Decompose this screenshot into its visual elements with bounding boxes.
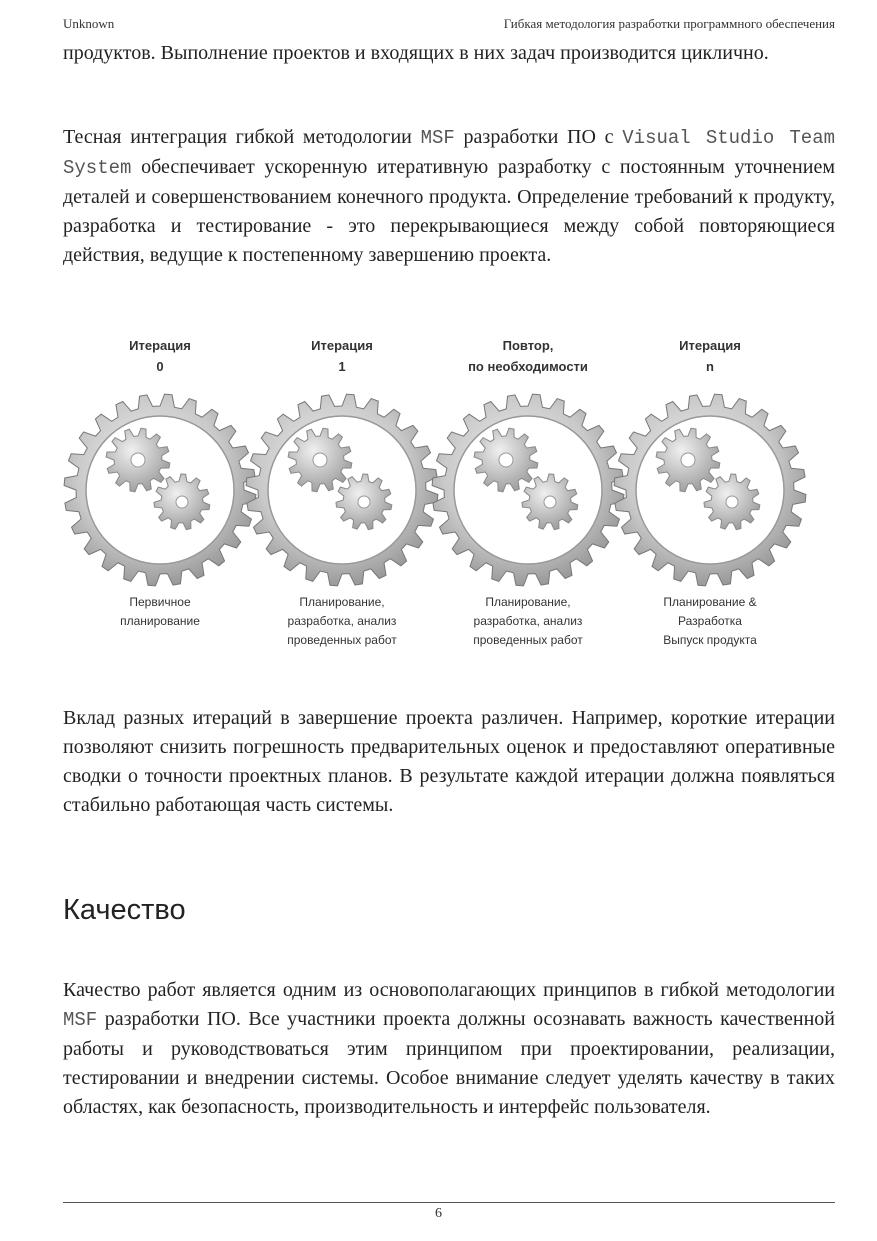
paragraph-intro-continuation: продуктов. Выполнение проектов и входящих в них задач производится циклично. [63, 42, 769, 64]
gear-title: Итерация [129, 338, 191, 353]
gear-title: n [706, 359, 714, 374]
iteration-gear [246, 338, 438, 647]
gear-caption: проведенных работ [473, 633, 583, 647]
page-header [63, 16, 835, 36]
page-number: 6 [435, 1206, 442, 1221]
gear-title: Повтор, [502, 338, 554, 353]
gear-title: по необходимости [468, 359, 588, 374]
paragraph-text: обеспечивает ускоренную итеративную разработку с постоянным уточнением деталей и совершенствованием конечного продукта. Определение требований к продукту, разработка и тестирование - это перекрывающиеся между собой повторяющиеся действия, ведущие к постепенному завершению проекта. [63, 156, 835, 266]
inner-gear-hub [681, 453, 695, 467]
paragraph-text: разработки ПО. Все участники проекта должны осознавать важность качественной работы и руководствоваться этим принципом при проектировании, реализации, тестировании и внедрении системы. Особое внимание следует уделять качеству в таких областях, как безопасность, производительность и интерфейс пользователя. [63, 1008, 835, 1118]
paragraph-quality [63, 976, 835, 1122]
gear-title: Итерация [679, 338, 741, 353]
inner-gear-hub [726, 496, 738, 508]
paragraph-text: Качество работ является одним из основополагающих принципов в гибкой методологии [63, 979, 835, 1001]
gear-caption: разработка, анализ [473, 614, 583, 628]
code-msf: MSF [63, 1009, 98, 1031]
gear-title: Итерация [311, 338, 373, 353]
inner-gear-hub [313, 453, 327, 467]
inner-gear-hub [131, 453, 145, 467]
gear-caption: Планирование, [485, 595, 571, 609]
header-author: Unknown [63, 16, 115, 31]
section-heading-quality: Качество [63, 894, 186, 926]
paragraph-text: Тесная интеграция гибкой методологии [63, 126, 421, 148]
iteration-gear [64, 338, 256, 628]
gear-caption: планирование [120, 614, 200, 628]
code-msf: MSF [420, 127, 455, 149]
gear-caption: проведенных работ [287, 633, 397, 647]
header-title: Гибкая методология разработки программного обеспечения [503, 16, 835, 31]
gear-title: 1 [338, 359, 346, 374]
inner-gear-hub [176, 496, 188, 508]
paragraph-iterations: Вклад разных итераций в завершение проекта различен. Например, короткие итерации позволяют снизить погрешность предварительных оценок и предоставляют оперативные сводки о точности проектных планов. В результате каждой итерации должна появляться стабильно работающая часть системы. [63, 707, 835, 816]
iteration-gears-diagram [62, 330, 822, 660]
gear-title: 0 [156, 359, 164, 374]
gear-caption: Выпуск продукта [663, 633, 757, 647]
gear-caption: Первичное [129, 595, 191, 609]
iteration-gear [432, 338, 624, 647]
gear-caption: Планирование, [299, 595, 385, 609]
gear-caption: Разработка [678, 614, 742, 628]
paragraph-text: разработки ПО с [454, 126, 623, 148]
inner-gear-hub [544, 496, 556, 508]
inner-gear-hub [499, 453, 513, 467]
iteration-gear [614, 338, 806, 647]
footer-divider [63, 1202, 835, 1203]
inner-gear-hub [358, 496, 370, 508]
gear-caption: разработка, анализ [287, 614, 397, 628]
paragraph-vsts-integration [63, 123, 835, 270]
code-vsts: Visual Studio Team System [63, 127, 835, 179]
gear-caption: Планирование & [663, 595, 757, 609]
